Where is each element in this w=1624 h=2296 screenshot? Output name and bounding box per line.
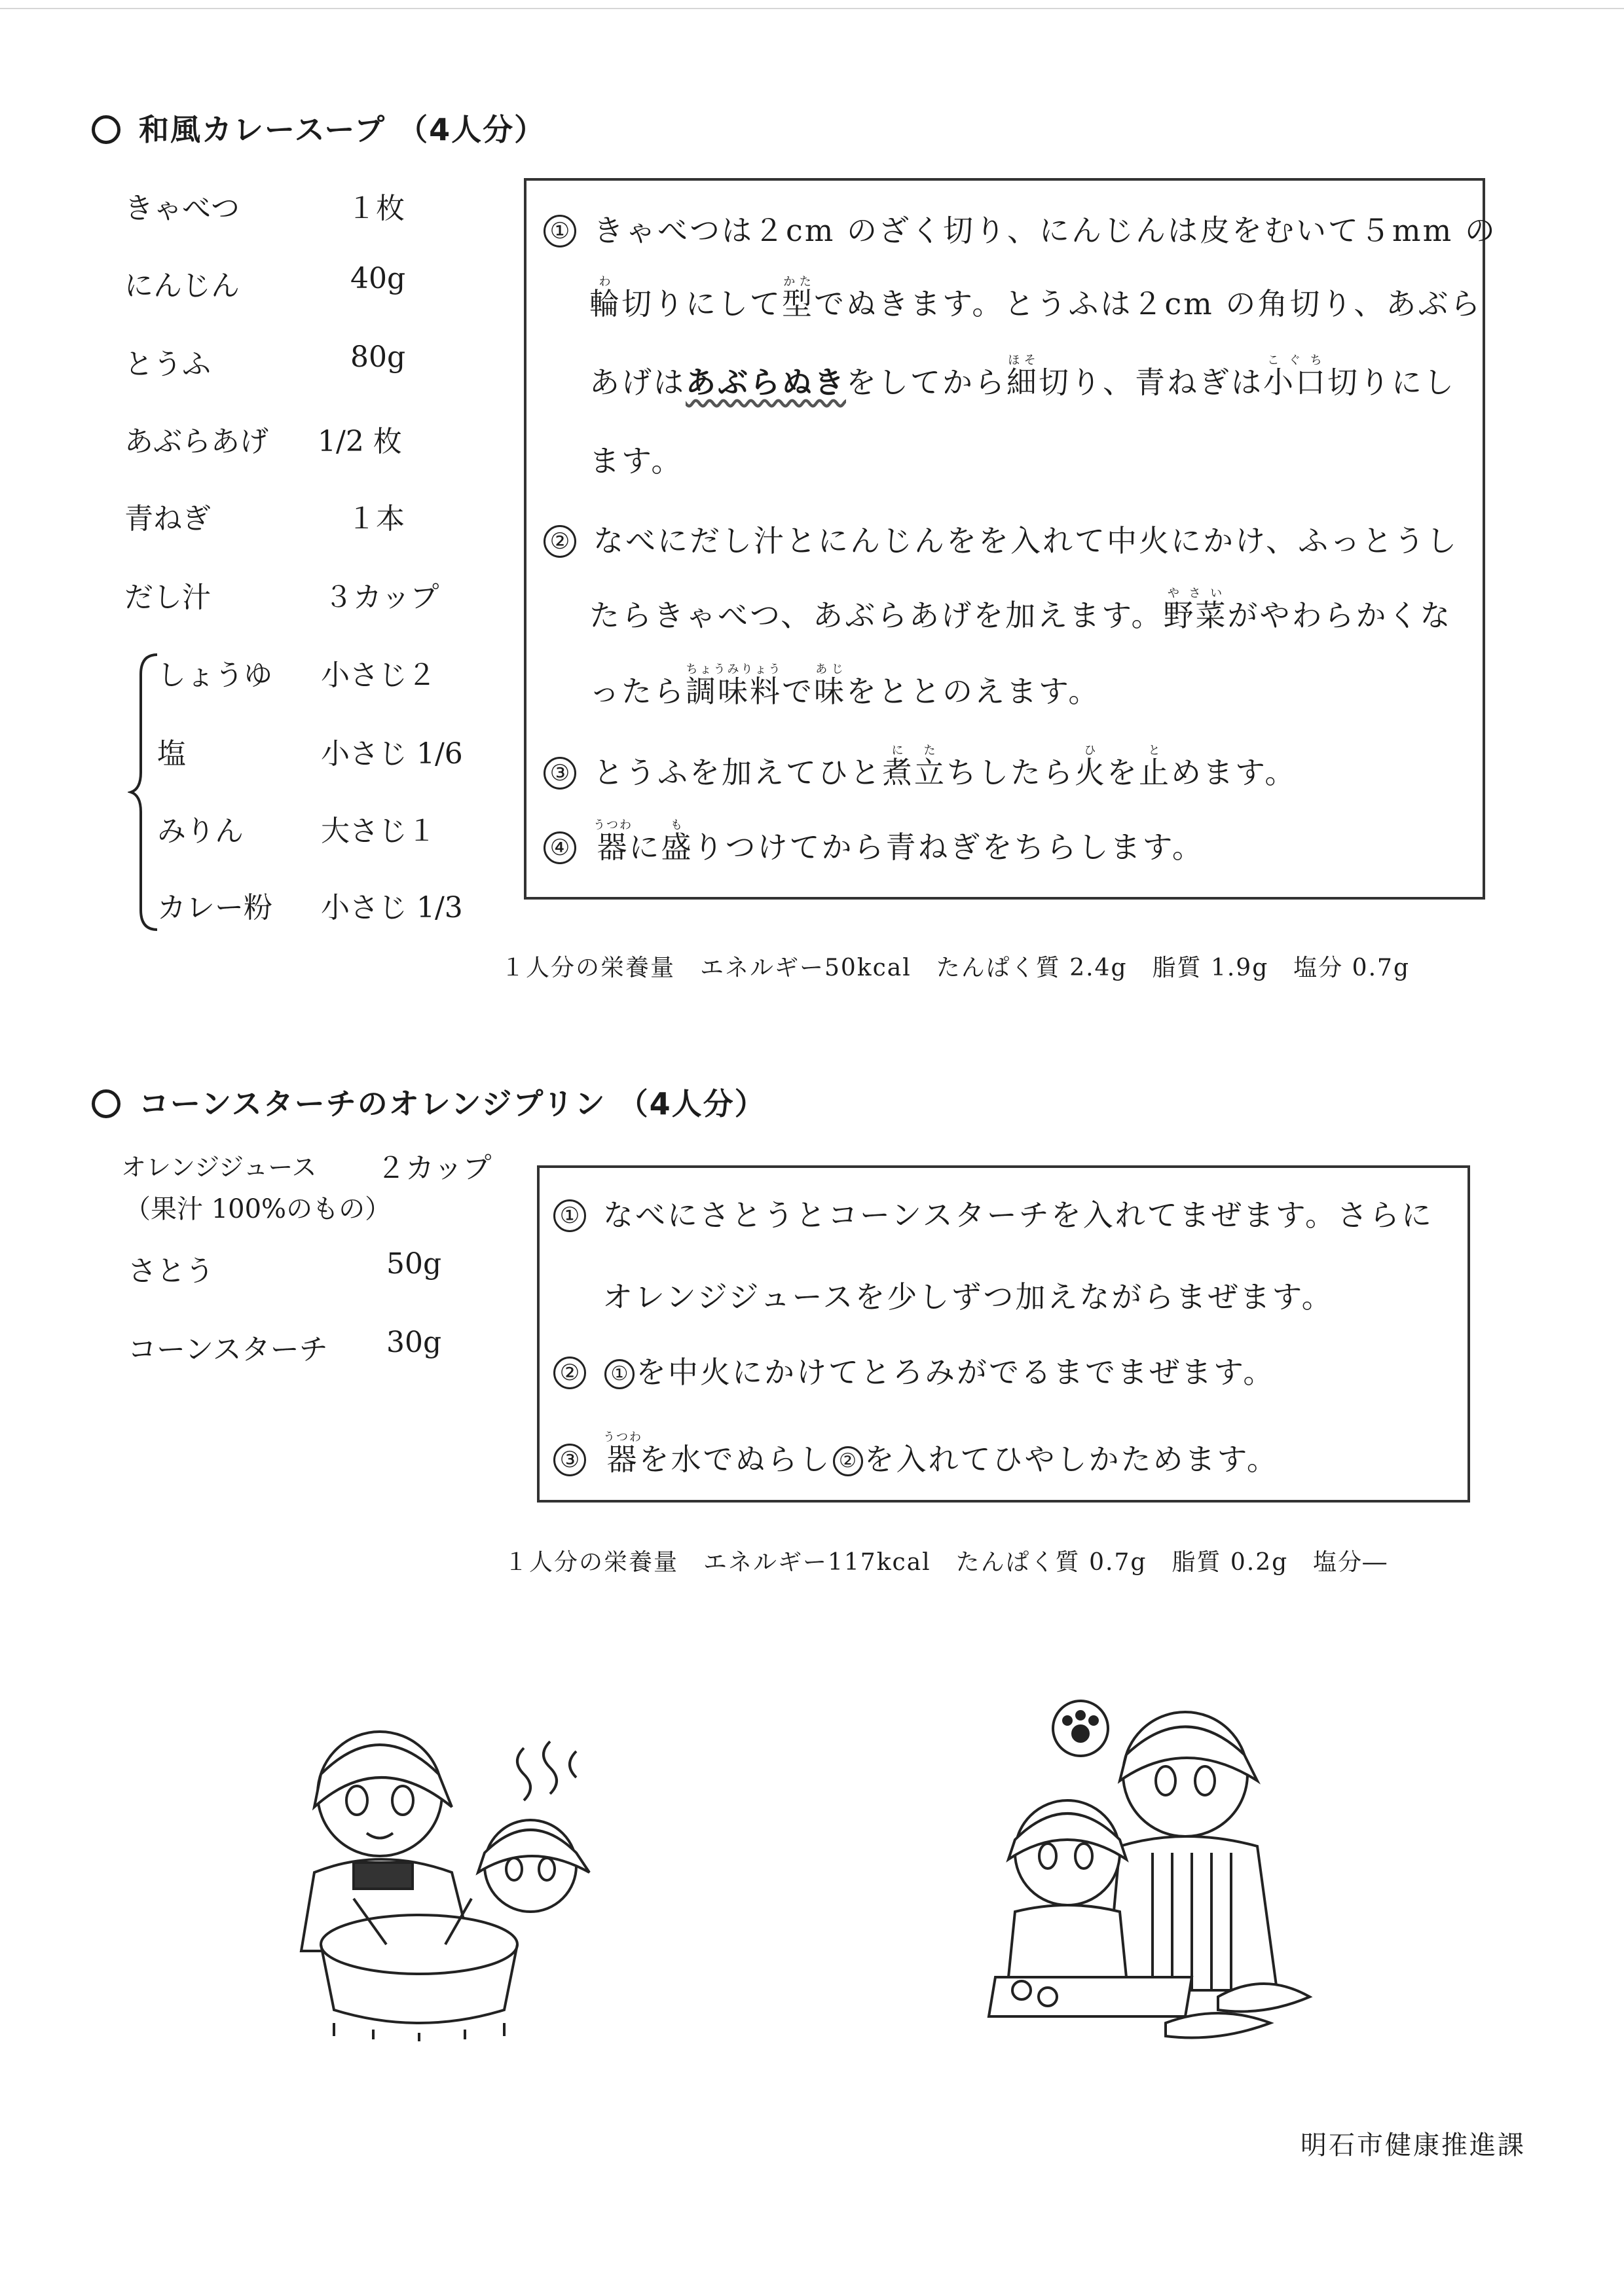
furigana: ちょうみりょう [686, 663, 782, 676]
ruby-word [593, 818, 633, 865]
ruby-word [782, 275, 814, 321]
furigana: うつわ [593, 818, 633, 832]
recipe1-title [92, 106, 545, 149]
furigana: やさい [1163, 587, 1228, 600]
step-number: ③ [544, 757, 576, 790]
step-number: ③ [553, 1444, 586, 1476]
recipe1-step2-line3 [589, 663, 1100, 711]
top-rule [0, 8, 1624, 9]
step-text: 器 [603, 1442, 642, 1477]
seasoning-name: 塩 [157, 737, 186, 771]
step-text: 味 [814, 674, 846, 709]
step-reference: ① [604, 1359, 635, 1389]
ingredient-name: だし汁 [124, 581, 211, 614]
step-number: ④ [544, 831, 576, 864]
step-text: 野菜 [1163, 598, 1228, 633]
ingredient-amount: 1/2 枚 [318, 425, 402, 458]
step-text: めます。 [1171, 755, 1297, 790]
step-text: 煮 [882, 755, 914, 790]
step-text: とうふを加えてひと [593, 755, 882, 790]
bullet-circle-icon [92, 115, 120, 144]
step-text: 小口 [1263, 365, 1327, 400]
step-text: を水でぬらし [638, 1442, 832, 1477]
step-text: 細 [1006, 365, 1039, 400]
step-text: 盛 [661, 829, 693, 865]
step-text: ちしたら [946, 755, 1075, 790]
ruby-word [686, 663, 782, 709]
seasoning-amount: 小さじ 1/3 [321, 891, 463, 924]
step-text: を入れてひやしかためます。 [864, 1442, 1279, 1477]
furigana: も [661, 818, 693, 832]
ruby-word [882, 744, 914, 790]
ruby-word [1139, 744, 1171, 790]
step-text: をしてから [846, 365, 1006, 400]
recipe1-step1-line1 [544, 207, 1497, 250]
recipe1-step2-line2 [589, 587, 1452, 635]
cooking-mother-child-illustration [275, 1702, 642, 2043]
step-number: ② [553, 1357, 586, 1389]
ingredient-amount: ３カップ [324, 581, 439, 614]
furigana: わ [589, 275, 621, 289]
ruby-word [661, 818, 693, 865]
seasoning-name: みりん [157, 814, 244, 848]
recipe2-step3 [553, 1430, 1279, 1479]
recipe1-step3 [544, 744, 1297, 792]
furigana: うつわ [603, 1430, 642, 1444]
step-number: ① [553, 1199, 586, 1232]
step-text: 止 [1139, 755, 1171, 790]
emphasized-term: あぶらぬき [686, 365, 846, 400]
step-text: 輪 [589, 286, 621, 321]
ruby-word [814, 663, 846, 709]
ingredient-name: きゃべつ [124, 192, 240, 225]
furigana: かた [782, 275, 814, 289]
furigana: ほそ [1006, 354, 1039, 367]
ingredient-name: にんじん [124, 269, 240, 302]
step-text: 調味料 [686, 674, 782, 709]
footer-organization: 明石市健康推進課 [1301, 2130, 1526, 2160]
ingredient-name: あぶらあげ [124, 425, 268, 458]
recipe1-step1-line2 [589, 275, 1482, 323]
step-text: 切り、青ねぎは [1039, 365, 1263, 400]
furigana: と [1139, 744, 1171, 757]
furigana: あじ [814, 663, 846, 676]
bullet-circle-icon [92, 1089, 120, 1118]
step-text: 型 [782, 286, 814, 321]
recipe1-step4 [544, 818, 1204, 867]
step-text: なべにだし汁とにんじんをを入れて中火にかけ、ふっとうし [593, 523, 1459, 558]
ruby-word [1163, 587, 1228, 633]
ingredient-amount: 50g [386, 1247, 442, 1281]
step-text: ます。 [589, 443, 684, 479]
step-reference: ② [833, 1446, 863, 1476]
step-text: あげは [589, 365, 686, 400]
step-text: オレンジジュースを少しずつ加えながらまぜます。 [602, 1279, 1334, 1315]
seasoning-amount: 小さじ 1/6 [321, 737, 463, 771]
ruby-word [1006, 354, 1039, 400]
recipe1-title-text: 和風カレースープ （4人分） [139, 112, 546, 147]
step-text: きゃべつは２cm のざく切り、にんじんは皮をむいて５mm の [593, 213, 1497, 248]
ingredient-amount: ２カップ [377, 1152, 492, 1185]
ingredient-amount: 40g [350, 262, 406, 295]
recipe1-nutrition: １人分の栄養量 エネルギー50kcal たんぱく質 2.4g 脂質 1.9g 塩分 0.7g [501, 955, 1410, 981]
step-text: を中火にかけてとろみがでるまでまぜます。 [636, 1355, 1276, 1390]
ingredient-name: オレンジジュース [121, 1153, 317, 1182]
ingredient-amount: １枚 [347, 192, 405, 225]
ruby-word [914, 744, 946, 790]
ingredient-name: とうふ [124, 348, 211, 381]
ingredient-name: さとう [128, 1254, 214, 1288]
step-text: でぬきます。とうふは２cm の角切り、あぶら [814, 286, 1483, 321]
ingredient-name: コーンスターチ [128, 1333, 328, 1366]
recipe1-step2-line1 [544, 517, 1458, 560]
ingredient-amount: 80g [350, 340, 406, 374]
step-text: 切りにして [621, 286, 782, 321]
furigana: こぐち [1263, 354, 1327, 367]
ruby-word [589, 275, 621, 321]
furigana: た [914, 744, 946, 757]
step-number: ② [544, 525, 576, 558]
step-text: がやわらかくな [1227, 598, 1452, 633]
recipe2-step1-line2 [602, 1273, 1334, 1317]
step-text: たらきゃべつ、あぶらあげを加えます。 [589, 598, 1164, 633]
recipe2-title [92, 1080, 766, 1123]
ruby-word [603, 1430, 642, 1477]
step-text: 立 [914, 755, 946, 790]
seasoning-amount: 小さじ２ [321, 659, 436, 692]
step-text: をととのえます。 [846, 674, 1101, 709]
step-text: なべにさとうとコーンスターチを入れてまぜます。さらに [603, 1197, 1434, 1233]
seasoning-name: しょうゆ [157, 659, 272, 692]
recipe2-step2 [553, 1349, 1275, 1392]
ingredient-name: 青ねぎ [124, 502, 211, 536]
cutting-vegetables-illustration [969, 1689, 1336, 2056]
step-text: りつけてから青ねぎをちらします。 [693, 829, 1204, 865]
ingredient-amount: 30g [386, 1326, 442, 1359]
step-text: で [782, 674, 814, 709]
ruby-word [1075, 744, 1107, 790]
step-text: 器 [593, 829, 633, 865]
step-number: ① [544, 215, 576, 247]
ruby-word [1263, 354, 1327, 400]
ingredient-amount: １本 [347, 502, 405, 536]
recipe1-step1-line3 [589, 354, 1456, 402]
step-text: ったら [589, 674, 686, 709]
ingredient-note: （果汁 100%のもの） [124, 1194, 392, 1224]
seasoning-name: カレー粉 [157, 891, 272, 924]
recipe2-title-text: コーンスターチのオレンジプリン （4人分） [139, 1086, 766, 1121]
step-text: に [629, 829, 661, 865]
furigana: ひ [1075, 744, 1107, 757]
seasoning-amount: 大さじ１ [321, 814, 436, 848]
recipe1-step1-line4 [589, 437, 683, 481]
step-text: 切りにし [1327, 365, 1456, 400]
step-text: を [1107, 755, 1139, 790]
furigana: に [882, 744, 914, 757]
step-text: 火 [1075, 755, 1107, 790]
recipe2-step1-line1 [553, 1192, 1433, 1235]
recipe2-nutrition: １人分の栄養量 エネルギー117kcal たんぱく質 0.7g 脂質 0.2g 塩分― [504, 1549, 1388, 1576]
